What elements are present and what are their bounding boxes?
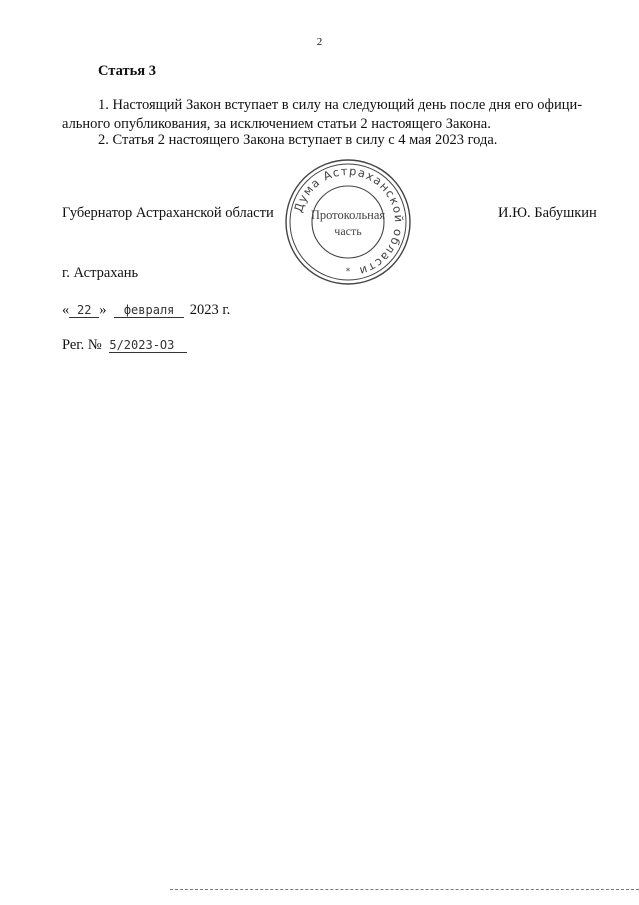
stamp-ring-text: Дума Астраханской области xyxy=(291,163,407,279)
registration-line xyxy=(62,337,187,354)
registration-label: Рег. № xyxy=(62,337,102,353)
stamp-star: * xyxy=(345,267,351,277)
stamp-center-line-2: часть xyxy=(334,224,362,238)
article-paragraph-1-line-1: 1. Настоящий Закон вступает в силу на следующий день после дня его офици- xyxy=(98,97,583,113)
date-day: 22 xyxy=(69,303,99,318)
article-paragraph-2: 2. Статья 2 настоящего Закона вступает в силу с 4 мая 2023 года. xyxy=(98,132,498,148)
stamp-center-line-1: Протокольная xyxy=(310,208,386,222)
signing-date xyxy=(62,302,230,319)
date-year: 2023 г. xyxy=(189,302,231,318)
signatory-position: Губернатор Астраханской области xyxy=(62,205,274,221)
place-of-signing: г. Астрахань xyxy=(62,265,139,281)
registration-number: 5/2023-ОЗ xyxy=(109,338,187,353)
official-stamp xyxy=(283,157,413,287)
footer-divider xyxy=(170,889,639,890)
date-open-quote: « xyxy=(62,302,70,318)
article-heading: Статья 3 xyxy=(98,63,156,79)
article-paragraph-1-line-2: ального опубликования, за исключением статьи 2 настоящего Закона. xyxy=(62,116,491,132)
signatory-name: И.Ю. Бабушкин xyxy=(498,205,597,221)
page-number: 2 xyxy=(316,36,323,48)
stamp-seal-icon xyxy=(283,157,413,287)
date-month: февраля xyxy=(114,303,184,318)
date-close-quote: » xyxy=(99,302,107,318)
